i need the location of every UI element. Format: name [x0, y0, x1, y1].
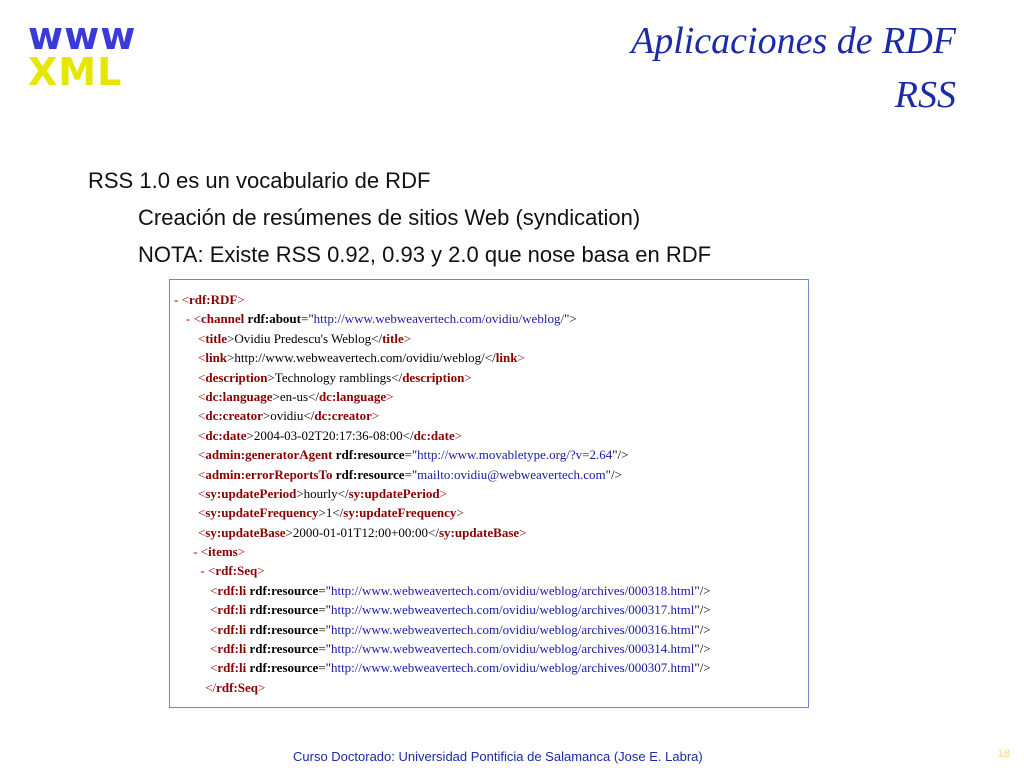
xml-equals: =": [318, 602, 331, 618]
page-number: 18: [997, 748, 1010, 760]
title-line-1: Aplicaciones de RDF: [630, 20, 956, 62]
xml-tag-name: sy:updateFrequency: [343, 505, 457, 521]
xml-text-content: >1</: [318, 505, 344, 521]
xml-code-line: [170, 581, 808, 600]
xml-bracket: <: [198, 408, 206, 424]
xml-attribute-value: http://www.webweavertech.com/ovidiu/weblog/archives/000316.html: [330, 621, 695, 637]
xml-attribute-value: mailto:ovidiu@webweavertech.com: [417, 466, 606, 482]
xml-bracket: <: [181, 292, 189, 307]
xml-bracket: ">: [564, 311, 577, 327]
xml-code-line: [170, 465, 808, 484]
xml-text-content: >http://www.webweavertech.com/ovidiu/weblog/</: [227, 350, 496, 366]
xml-bracket: "/>: [694, 641, 711, 657]
xml-bracket: <: [207, 563, 216, 579]
xml-attribute-value: http://www.webweavertech.com/ovidiu/weblog/: [313, 311, 565, 327]
bullet-item: RSS 1.0 es un vocabulario de RDF: [88, 168, 431, 193]
logo-www-text: www: [28, 14, 137, 58]
xml-bracket: >: [403, 330, 412, 346]
bullet-list: [88, 168, 711, 279]
xml-bracket: <: [198, 369, 206, 385]
xml-tag-name: dc:language: [318, 388, 387, 404]
sub-bullet-item: NOTA: Existe RSS 0.92, 0.93 y 2.0 que nose basa en RDF: [138, 242, 712, 267]
xml-bracket: "/>: [605, 466, 622, 482]
xml-tag-name: dc:language: [205, 388, 273, 404]
xml-attribute-value: http://www.webweavertech.com/ovidiu/weblog/archives/000317.html: [330, 602, 695, 618]
xml-bracket: >: [237, 292, 245, 307]
xml-bracket: <: [210, 621, 218, 637]
xml-bracket: >: [456, 505, 464, 521]
xml-tag-name: title: [205, 330, 227, 346]
xml-bracket: "/>: [694, 602, 711, 618]
xml-code-line: [170, 309, 808, 328]
xml-text-content: >Technology ramblings</: [267, 369, 403, 385]
xml-attribute-value: http://www.movabletype.org/?v=2.64: [417, 447, 613, 463]
xml-attribute-name: rdf:resource: [246, 660, 319, 676]
xml-text-content: >hourly</: [296, 485, 349, 501]
xml-attribute-value: http://www.webweavertech.com/ovidiu/weblog/archives/000307.html: [330, 660, 695, 676]
xml-code-line: [170, 620, 808, 639]
xml-code-line: [170, 329, 808, 348]
xml-collapse-marker: -: [193, 544, 201, 560]
xml-bracket: >: [464, 369, 472, 385]
xml-bracket: "/>: [694, 621, 711, 637]
logo-xml-text: XML: [28, 50, 123, 94]
xml-attribute-name: rdf:resource: [332, 466, 405, 482]
xml-code-line: [170, 678, 808, 697]
xml-code-line: [170, 387, 808, 406]
xml-bracket: <: [198, 466, 206, 482]
xml-attribute-value: http://www.webweavertech.com/ovidiu/weblog/archives/000318.html: [330, 582, 695, 598]
xml-code-line: [170, 445, 808, 464]
xml-bracket: <: [198, 524, 206, 540]
xml-tag-name: link: [495, 350, 518, 366]
xml-code-line: [170, 484, 808, 503]
xml-equals: =": [318, 641, 331, 657]
xml-bracket: >: [519, 524, 527, 540]
xml-collapse-marker: -: [186, 311, 194, 327]
xml-bracket: >: [371, 408, 380, 424]
xml-attribute-name: rdf:resource: [332, 447, 405, 463]
xml-tag-name: sy:updatePeriod: [348, 485, 440, 501]
xml-bracket: >: [237, 544, 246, 560]
xml-bracket: "/>: [612, 447, 629, 463]
xml-tag-name: rdf:Seq: [215, 563, 258, 579]
xml-bracket: </: [205, 679, 217, 695]
footer-text: Curso Doctorado: Universidad Pontificia de Salamanca (Jose E. Labra): [293, 749, 703, 764]
xml-tag-name: rdf:li: [217, 602, 247, 618]
xml-tag-name: dc:date: [413, 427, 455, 443]
xml-code-line: [170, 368, 808, 387]
xml-code-line: [170, 561, 808, 580]
xml-code-line: [170, 658, 808, 677]
xml-bracket: <: [198, 505, 206, 521]
xml-tag-name: title: [382, 330, 404, 346]
xml-tag-name: admin:errorReportsTo: [205, 466, 333, 482]
xml-bracket: >: [439, 485, 447, 501]
xml-tag-name: dc:creator: [314, 408, 372, 424]
xml-tag-name: rdf:li: [217, 641, 247, 657]
xml-bracket: >: [257, 563, 265, 579]
xml-attribute-name: rdf:resource: [246, 602, 319, 618]
xml-tag-name: rdf:RDF: [188, 292, 238, 307]
xml-code-line: [170, 503, 808, 522]
xml-bracket: <: [210, 602, 218, 618]
rss-xml-example: [169, 279, 809, 708]
xml-bracket: <: [210, 582, 218, 598]
xml-tag-name: rdf:li: [217, 660, 247, 676]
xml-collapse-marker: -: [200, 563, 208, 579]
xml-text-content: >ovidiu</: [262, 408, 315, 424]
xml-code-line: [170, 426, 808, 445]
xml-bracket: <: [198, 350, 206, 366]
xml-tag-name: channel: [200, 311, 245, 327]
xml-bracket: <: [198, 330, 206, 346]
xml-bracket: <: [198, 388, 206, 404]
xml-tag-name: rdf:Seq: [216, 679, 259, 695]
xml-code-line: [170, 600, 808, 619]
xml-attribute-name: rdf:about: [244, 311, 301, 327]
xml-bracket: >: [517, 350, 525, 366]
xml-equals: =": [318, 660, 331, 676]
xml-tag-name: admin:generatorAgent: [205, 447, 333, 463]
xml-tag-name: description: [402, 369, 465, 385]
title-line-2: RSS: [894, 74, 956, 116]
xml-code-line: [170, 406, 808, 425]
xml-tag-name: rdf:li: [217, 621, 247, 637]
xml-tag-name: description: [205, 369, 268, 385]
xml-code-line: [170, 348, 808, 367]
xml-tag-name: dc:creator: [205, 408, 263, 424]
xml-bracket: <: [198, 447, 206, 463]
xml-tag-name: link: [205, 350, 228, 366]
sub-bullet-item: Creación de resúmenes de sitios Web (syndication): [138, 205, 641, 230]
xml-bracket: <: [198, 485, 206, 501]
xml-bracket: >: [386, 388, 394, 404]
xml-code-line: [170, 523, 808, 542]
xml-code-line: [170, 542, 808, 561]
xml-tag-name: sy:updateFrequency: [205, 505, 319, 521]
xml-tag-name: sy:updatePeriod: [205, 485, 297, 501]
xml-attribute-value: http://www.webweavertech.com/ovidiu/weblog/archives/000314.html: [330, 641, 695, 657]
xml-equals: =": [318, 582, 331, 598]
xml-bracket: <: [198, 427, 206, 443]
slide-title: [631, 14, 956, 122]
xml-tag-name: sy:updateBase: [205, 524, 286, 540]
xml-equals: =": [318, 621, 331, 637]
xml-bracket: <: [210, 660, 218, 676]
xml-collapse-marker: -: [174, 292, 182, 307]
xml-text-content: >en-us</: [272, 388, 319, 404]
xml-tag-name: rdf:li: [217, 582, 247, 598]
xml-bracket: >: [454, 427, 463, 443]
xml-equals: =": [300, 311, 314, 327]
xml-attribute-name: rdf:resource: [246, 621, 319, 637]
xml-text-content: >2000-01-01T12:00+00:00</: [285, 524, 439, 540]
xml-text-content: >2004-03-02T20:17:36-08:00</: [246, 427, 414, 443]
xml-attribute-name: rdf:resource: [246, 582, 319, 598]
xml-bracket: "/>: [694, 660, 711, 676]
xml-bracket: <: [193, 311, 201, 327]
xml-bracket: "/>: [694, 582, 711, 598]
xml-code-line: [170, 290, 808, 309]
xml-tag-name: dc:date: [205, 427, 247, 443]
xml-text-content: >Ovidiu Predescu's Weblog</: [227, 330, 383, 346]
xml-bracket: <: [200, 544, 209, 560]
xml-attribute-name: rdf:resource: [246, 641, 319, 657]
xml-tag-name: items: [208, 544, 238, 560]
xml-equals: =": [404, 447, 418, 463]
www-xml-logo: [28, 14, 137, 94]
xml-equals: =": [404, 466, 418, 482]
xml-code-line: [170, 639, 808, 658]
xml-bracket: <: [210, 641, 218, 657]
xml-tag-name: sy:updateBase: [438, 524, 520, 540]
xml-bracket: >: [258, 679, 266, 695]
